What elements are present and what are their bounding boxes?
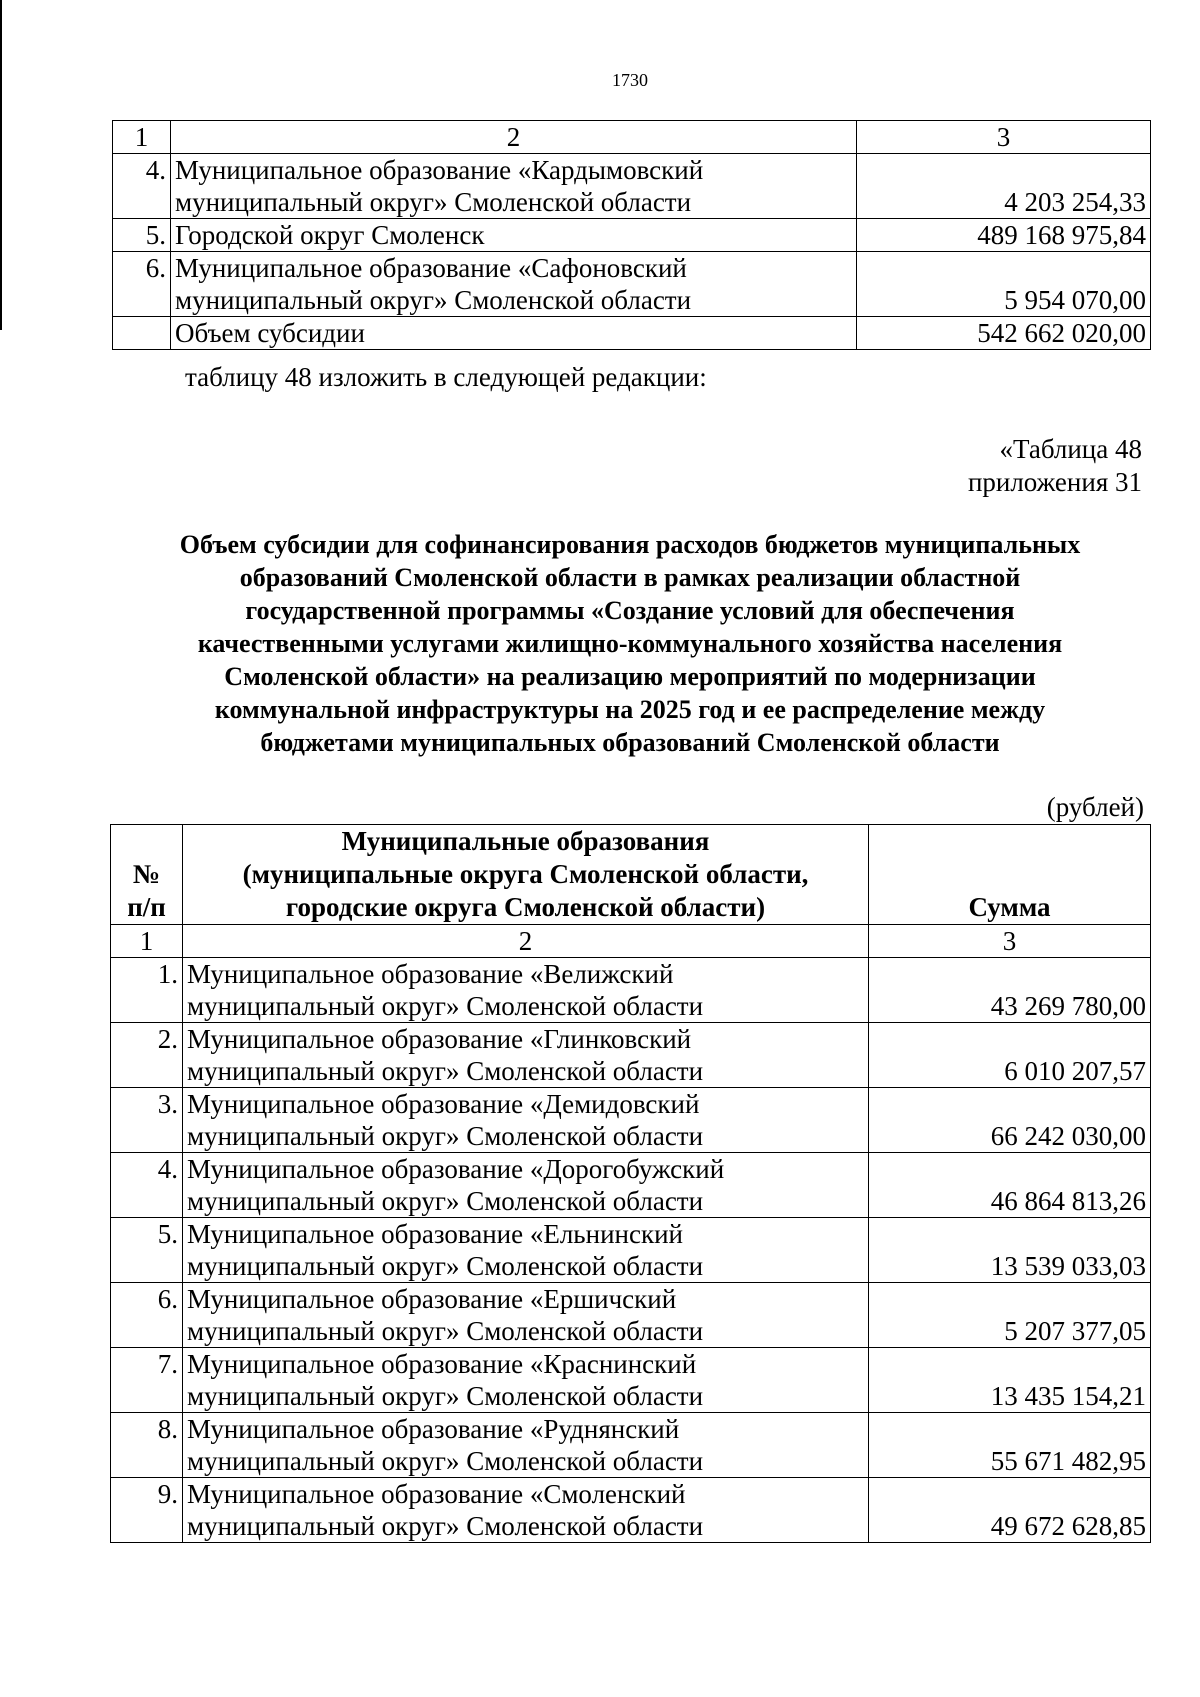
municipality-name-line: Муниципальное образование «Демидовский	[187, 1089, 700, 1119]
header-sum: Сумма	[869, 825, 1151, 925]
municipality-name-line: муниципальный округ» Смоленской области	[187, 1446, 704, 1476]
municipality-name-line: муниципальный округ» Смоленской области	[187, 1056, 704, 1086]
column-number: 1	[113, 121, 171, 154]
column-number: 1	[111, 925, 183, 958]
heading-line: бюджетами муниципальных образований Смоленской области	[260, 728, 1000, 757]
table-row	[113, 219, 1151, 252]
heading-line: коммунальной инфраструктуры на 2025 год и ее распределение между	[214, 695, 1046, 724]
table-row	[111, 1153, 1151, 1218]
row-sum: 66 242 030,00	[869, 1088, 1151, 1153]
row-number: 3.	[111, 1088, 183, 1153]
column-number-row	[113, 121, 1151, 154]
table-row	[111, 958, 1151, 1023]
column-number: 2	[183, 925, 869, 958]
municipality-name	[183, 1283, 869, 1348]
row-sum: 46 864 813,26	[869, 1153, 1151, 1218]
municipality-name-line: муниципальный округ» Смоленской области	[187, 991, 704, 1021]
row-number: 4.	[111, 1153, 183, 1218]
municipality-name-line: муниципальный округ» Смоленской области	[187, 1316, 704, 1346]
total-sum: 542 662 020,00	[857, 317, 1151, 350]
municipality-name-line: Муниципальное образование «Краснинский	[187, 1349, 697, 1379]
municipality-name-line: Муниципальное образование «Глинковский	[187, 1024, 692, 1054]
header-number: № п/п	[111, 825, 183, 925]
row-number: 6.	[113, 252, 171, 317]
continuation-table	[112, 120, 1151, 350]
table-reference-line: приложения 31	[967, 467, 1142, 497]
row-sum: 5 954 070,00	[857, 252, 1151, 317]
row-number: 9.	[111, 1478, 183, 1543]
row-sum: 55 671 482,95	[869, 1413, 1151, 1478]
municipality-name-line: муниципальный округ» Смоленской области	[175, 285, 692, 315]
table-reference-line: «Таблица 48	[999, 434, 1142, 464]
column-number: 3	[869, 925, 1151, 958]
municipality-name-line: муниципальный округ» Смоленской области	[187, 1251, 704, 1281]
table-heading	[110, 528, 1150, 759]
municipality-name-line: Муниципальное образование «Кардымовский	[175, 155, 704, 185]
row-sum: 13 539 033,03	[869, 1218, 1151, 1283]
municipality-name-line: Муниципальное образование «Ельнинский	[187, 1219, 683, 1249]
row-number: 7.	[111, 1348, 183, 1413]
page-number: 1730	[612, 70, 648, 90]
header-municipalities: Муниципальные образования (муниципальные округа Смоленской области, городские округа Смоленской области)	[183, 825, 869, 925]
municipality-name-line: муниципальный округ» Смоленской области	[187, 1121, 704, 1151]
heading-line: государственной программы «Создание условий для обеспечения	[245, 596, 1015, 625]
municipality-name	[171, 219, 857, 252]
column-number: 3	[857, 121, 1151, 154]
table-row	[111, 1478, 1151, 1543]
municipality-name	[183, 1478, 869, 1543]
municipality-name-line: Муниципальное образование «Велижский	[187, 959, 674, 989]
municipality-name	[183, 958, 869, 1023]
row-number: 4.	[113, 154, 171, 219]
column-number: 2	[171, 121, 857, 154]
table-row	[113, 154, 1151, 219]
unit-label: (рублей)	[1046, 792, 1144, 822]
row-number: 1.	[111, 958, 183, 1023]
municipality-name-line: Муниципальное образование «Смоленский	[187, 1479, 686, 1509]
table-header-row	[111, 825, 1151, 925]
row-sum: 6 010 207,57	[869, 1023, 1151, 1088]
heading-line: качественными услугами жилищно-коммунального хозяйства населения	[197, 629, 1063, 658]
municipality-name-line: муниципальный округ» Смоленской области	[187, 1186, 704, 1216]
row-number	[113, 317, 171, 350]
total-row	[113, 317, 1151, 350]
row-number: 8.	[111, 1413, 183, 1478]
municipality-name	[183, 1348, 869, 1413]
municipality-name	[183, 1023, 869, 1088]
municipality-name-line: муниципальный округ» Смоленской области	[175, 187, 692, 217]
municipality-name-line: Муниципальное образование «Руднянский	[187, 1414, 680, 1444]
municipality-name-line: муниципальный округ» Смоленской области	[187, 1511, 704, 1541]
row-sum: 489 168 975,84	[857, 219, 1151, 252]
table-row	[113, 252, 1151, 317]
municipality-name	[183, 1218, 869, 1283]
municipality-name	[183, 1413, 869, 1478]
municipality-name-line: Муниципальное образование «Ершичский	[187, 1284, 677, 1314]
municipality-name	[171, 154, 857, 219]
municipality-name-line: Городской округ Смоленск	[175, 220, 485, 250]
total-label: Объем субсидии	[171, 317, 857, 350]
row-sum: 5 207 377,05	[869, 1283, 1151, 1348]
municipality-name-line: Муниципальное образование «Дорогобужский	[187, 1154, 725, 1184]
scan-edge-line	[0, 0, 2, 330]
table-row	[111, 1413, 1151, 1478]
table-row	[111, 1283, 1151, 1348]
table-row	[111, 1023, 1151, 1088]
table-row	[111, 1088, 1151, 1153]
municipality-name-line: Муниципальное образование «Сафоновский	[175, 253, 687, 283]
row-sum: 4 203 254,33	[857, 154, 1151, 219]
heading-line: образований Смоленской области в рамках реализации областной	[239, 563, 1021, 592]
municipality-name	[171, 252, 857, 317]
column-number-row	[111, 925, 1151, 958]
instruction-text: таблицу 48 изложить в следующей редакции:	[185, 362, 707, 392]
municipality-name	[183, 1088, 869, 1153]
table-row	[111, 1218, 1151, 1283]
row-number: 5.	[113, 219, 171, 252]
subsidy-table	[110, 824, 1151, 1543]
table-reference	[968, 433, 1142, 499]
municipality-name	[183, 1153, 869, 1218]
row-number: 5.	[111, 1218, 183, 1283]
row-number: 6.	[111, 1283, 183, 1348]
row-sum: 13 435 154,21	[869, 1348, 1151, 1413]
row-number: 2.	[111, 1023, 183, 1088]
row-sum: 49 672 628,85	[869, 1478, 1151, 1543]
table-row	[111, 1348, 1151, 1413]
municipality-name-line: муниципальный округ» Смоленской области	[187, 1381, 704, 1411]
heading-line: Смоленской области» на реализацию мероприятий по модернизации	[224, 662, 1036, 691]
heading-line: Объем субсидии для софинансирования расходов бюджетов муниципальных	[179, 530, 1081, 559]
row-sum: 43 269 780,00	[869, 958, 1151, 1023]
